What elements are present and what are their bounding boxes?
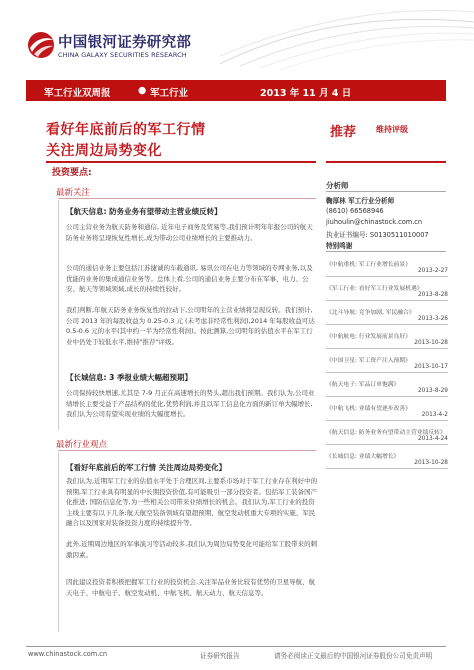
related-report-title: 《长城信息: 业绩大幅增长》 [326,454,400,460]
analyst-email[interactable]: jiuhoulin@chinastock.com.cn [326,218,423,226]
report-header [0,0,474,72]
block3-paragraph2: 此外,近期周边地区的军事演习等活动较多,我们认为周边局势变化可能给军工股带来的刺激因素。 [66,540,318,559]
block3-paragraph3: 因此建议投资者积极把握军工行业的投资机会,关注军品业务比较有优势的卫星导航、航天电子、中航电子、航空发动机、中航飞机、航天动力、航天信息等。 [66,578,316,597]
related-report-date: 2013-8-28 [417,292,448,298]
section-underline [58,450,316,451]
row-divider [326,420,448,421]
analyst-divider [326,191,446,192]
galaxy-logo-icon [26,30,56,60]
rating-label: 维持评级 [376,125,408,134]
block3-paragraph1: 我们认为,近期军工行业的估值水平处于合理区间,主要系市场对于军工行业存在利好中的预期,军工行业具有明显的中长期投资价值,有可能吸引一部分投资者。包括军工装备国产化推进, 国防信息化等,为一些相关公司带来业绩增长的机会。我们认为,军工行业的投资主线主要有以下几条:航天航空装备领域有望超预期、航空发动机重大专项的实施、军民融合以及国家对装备投资力度的持续提升等。 [66,477,318,527]
analyst-heading: 分析师 [326,181,349,190]
report-type: 军工行业双周报 [44,88,111,99]
header-swoosh-decoration [220,4,474,70]
block1-paragraph1: 公司主营业务为航天防务和通信, 近年电子商务及贸易等,我们预计明年年报公司的航天防务业务将呈现恢复性增长,成为带动公司业绩增长的主要推动力。 [66,223,313,242]
left-rule [58,452,59,632]
row-divider [326,324,448,325]
section-underline [58,198,316,199]
bullet-icon: ● [138,85,147,96]
report-date: 2013 年 11 月 4 日 [260,88,352,99]
row-divider [326,444,448,445]
related-report-date: 2013-4-24 [417,436,448,442]
related-report-date: 2013-8-29 [417,388,448,394]
row-divider [326,372,448,373]
related-report-date: 2013-2-27 [417,268,448,274]
recommendation-label: 推荐 [330,125,357,140]
footer-divider [26,646,446,647]
contact-label: 特别鸣谢 [326,242,353,250]
row-divider [326,276,448,277]
related-report-date: 2013-10-17 [414,364,448,370]
related-report-title: 《中航飞机: 业绩有望逐步改善》 [326,406,411,412]
footer-center-label: 证券研究报告 [200,652,240,660]
sidebar-divider [326,161,446,163]
related-report-title: 《航天电子: 军品订单饱满》 [326,382,400,388]
block2-heading: 【长城信息: 3 季报业绩大幅超预期】 [66,373,192,382]
section-title-latest-focus: 最新关注 [56,188,91,198]
related-report-title: 《中航重机: 军工行业增长前景》 [326,262,411,268]
block1-paragraph2: 公司的通信业务主要包括江苏捷诚的车载通讯, 易讯公司在电力等领域的专网业务,以及优能的业务的集成通信业务等。总体上看,公司的通信业务主要分布在军事、电力、公安、航天等领域领域,成长的持续性较好。 [66,264,313,293]
report-title-line2: 关注周边局势变化 [46,143,162,159]
analyst-divider [326,251,446,252]
related-report-date: 2013-3-26 [417,316,448,322]
analyst-cert: 执业证书编号: S0130511010007 [326,231,429,239]
footer-disclaimer: 请务必阅读正文最后的中国银河证券股份公司免责声明 [274,652,433,660]
related-report-title: 《航天信息: 防务业务有望带动主营业绩反转》 [326,430,446,436]
report-info-bar [26,80,446,101]
brand-name-en: CHINA GALAXY SECURITIES RESEARCH [58,51,187,59]
related-report-title: 《中航航电: 行业发展前景良好》 [326,334,411,340]
analyst-phone: (8610) 66568946 [326,207,384,215]
related-report-title: 《中国卫星: 军工资产注入预期》 [326,358,411,364]
row-divider [326,468,448,469]
related-report-title: 《军工行业: 看好军工行业发展机遇》 [326,286,423,292]
summary-heading: 投资要点: [52,168,92,178]
footer-website[interactable]: www.chinastock.com.cn [28,650,108,658]
block2-paragraph: 公司保持较快增速,尤其是 7-9 月正在高速增长的势头,超出我们预期。我们认为,公司业绩增长主要受益于产品结构的优化,优势利润,并且以军工信息化方面的新订单大幅增长,我们认为公司有望实现业绩的大幅度增长。 [66,389,315,418]
section-title-industry-view: 最新行业观点 [56,440,108,450]
row-divider [326,396,448,397]
left-rule [58,200,59,430]
related-report-date: 2013-10-28 [414,460,448,466]
related-report-date: 2013-10-28 [414,340,448,346]
block3-heading: 【看好年底前后的军工行情 关注周边局势变化】 [66,463,227,472]
report-title-line1: 看好年底前后的军工行情 [46,122,206,138]
related-report-title: 《北斗导航: 竞争加剧, 军民融合》 [326,310,415,316]
block1-paragraph3: 我们判断,年航天防务业务恢复性的拉动下,公司明年的主营业绩将呈现反转。我们预计,公司 2013 年的每股收益为 0.25-0.3 元 (未考虑非经常性利润),2014 年每股收益可达 0.5-0.6 元的水平(其中约一半为经常性利润)。按此测算,公司明年的估值水平在军工行业中仍处于较低水平,维持"推荐"评级。 [66,306,315,346]
row-divider [326,348,448,349]
row-divider [326,300,448,301]
related-report-date: 2013-4-2 [421,412,448,418]
industry-label: 军工行业 [150,88,189,99]
brand-name-cn: 中国银河证券研究部 [58,35,192,51]
analyst-name: 鞠厚林 军工行业分析师 [326,197,395,205]
block1-heading: 【航天信息: 防务业务有望带动主营业绩反转】 [66,207,222,216]
title-divider [46,161,316,163]
